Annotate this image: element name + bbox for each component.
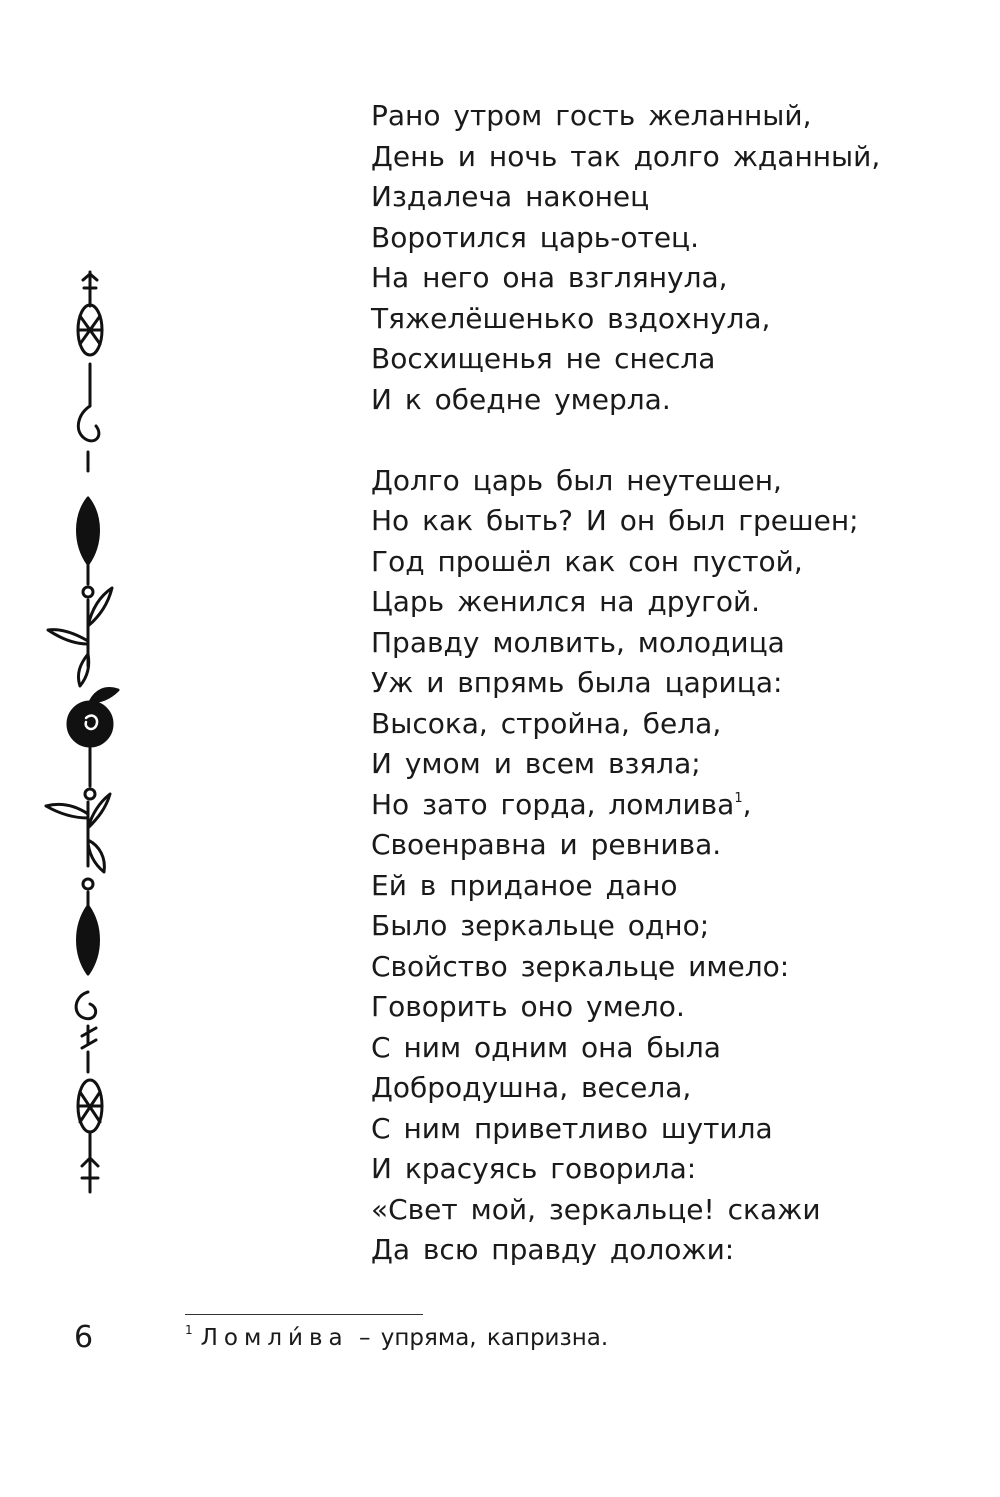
stanza [371, 96, 971, 420]
poem-line: С ним одним она была [371, 1030, 721, 1064]
poem-line: Восхищенья не снесла [371, 342, 716, 375]
poem-line: День и ночь так долго жданный, [371, 139, 881, 173]
footnote-definition: – упряма, капризна. [348, 1325, 609, 1351]
poem-line: Царь женился на другой. [371, 585, 761, 618]
vertical-folk-ornament-icon [40, 266, 140, 1196]
poem-line: Добродушна, весела, [371, 1071, 692, 1104]
footnote-number: 1 [185, 1323, 193, 1337]
poem-line: И умом и всем взяла; [371, 747, 701, 780]
poem-line: Правду молвить, молодица [371, 625, 785, 659]
poem [371, 96, 971, 1271]
poem-line: Воротился царь-отец. [371, 220, 700, 254]
poem-line: Высока, стройна, бела, [371, 706, 722, 740]
poem-line: Тяжелёшенько вздохнула, [371, 301, 771, 335]
poem-line: Говорить оно умело. [371, 990, 685, 1023]
poem-line: На него она взглянула, [371, 261, 728, 294]
poem-line: И красуясь говорила: [371, 1152, 697, 1185]
poem-line: С ним приветливо шутила [371, 1111, 773, 1145]
poem-line: И к обедне умерла. [371, 382, 671, 416]
poem-line: Но как быть? И он был грешен; [371, 504, 859, 537]
poem-line: Издалеча наконец [371, 180, 650, 213]
poem-line: Свойство зеркальце имело: [371, 949, 790, 983]
stanza [371, 461, 971, 1271]
poem-line: Было зеркальце одно; [371, 909, 710, 942]
poem-line: Год прошёл как сон пустой, [371, 544, 803, 578]
poem-line: Своенравна и ревнива. [371, 828, 722, 861]
poem-line: Долго царь был неутешен, [371, 463, 782, 497]
poem-line: Ей в приданое дано [371, 868, 678, 902]
poem-line: Уж и впрямь была царица: [371, 666, 783, 699]
poem-line: Да всю правду доложи: [371, 1233, 735, 1266]
footnote-divider [185, 1314, 423, 1315]
footnote [185, 1322, 608, 1354]
poem-line: «Свет мой, зеркальце! скажи [371, 1192, 821, 1226]
page-number: 6 [74, 1320, 94, 1355]
poem-line: Рано утром гость желанный, [371, 99, 812, 132]
footnote-term: Ломли́ва [200, 1325, 349, 1351]
footnote-mark[interactable]: 1 [734, 790, 743, 806]
poem-line: Но зато горда, ломлива$^1$, [371, 787, 752, 821]
